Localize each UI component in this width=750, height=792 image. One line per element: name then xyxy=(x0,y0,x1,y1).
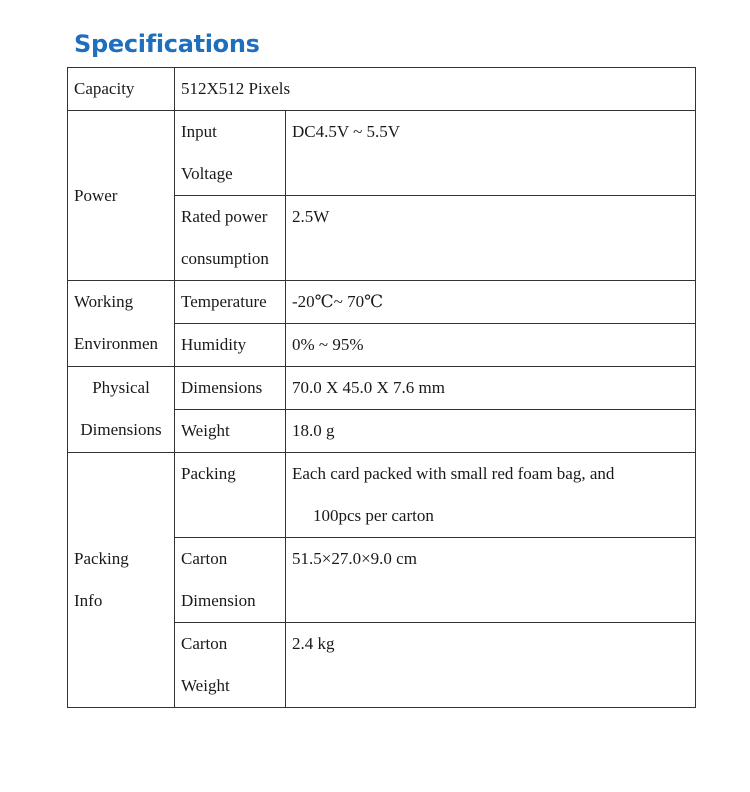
table-row-dimensions xyxy=(68,367,696,410)
table-row-input-voltage xyxy=(68,111,696,196)
carton-dimension-value-cell xyxy=(286,538,696,623)
physical-label-line1: Physical xyxy=(92,378,150,397)
page-title: Specifications xyxy=(74,30,260,58)
table-row-capacity xyxy=(68,68,696,111)
input-voltage-label-line1: Input xyxy=(181,122,217,141)
packing-info-label-cell xyxy=(68,453,175,708)
input-voltage-value-cell xyxy=(286,111,696,196)
carton-dimension-label-line1: Carton xyxy=(181,549,228,568)
humidity-value-cell xyxy=(286,324,696,367)
temperature-label-cell xyxy=(175,281,286,324)
rated-power-value-cell xyxy=(286,196,696,281)
packing-label-cell xyxy=(175,453,286,538)
capacity-value-cell xyxy=(175,68,696,111)
rated-power-label-line2: consumption xyxy=(181,249,269,268)
dimensions-label-cell xyxy=(175,367,286,410)
carton-dimension-label-cell xyxy=(175,538,286,623)
packing-value-cell xyxy=(286,453,696,538)
specifications-table xyxy=(67,67,696,708)
table-row-packing xyxy=(68,453,696,538)
temperature-value-cell xyxy=(286,281,696,324)
working-env-label-line2: Environmen xyxy=(74,334,159,353)
working-env-label-cell xyxy=(68,281,175,367)
humidity-label: Humidity xyxy=(181,335,247,354)
carton-weight-label-line2: Weight xyxy=(181,676,230,695)
power-label: Power xyxy=(74,185,118,205)
input-voltage-value: DC4.5V ~ 5.5V xyxy=(292,122,401,141)
temperature-label: Temperature xyxy=(181,292,267,311)
input-voltage-label-line2: Voltage xyxy=(181,164,233,183)
packing-value-line1: Each card packed with small red foam bag, and xyxy=(292,464,615,483)
carton-weight-value: 2.4 kg xyxy=(292,634,335,653)
weight-label: Weight xyxy=(181,421,230,440)
physical-label-line2: Dimensions xyxy=(80,420,162,439)
capacity-label-cell xyxy=(68,68,175,111)
packing-value-line2: 100pcs per carton xyxy=(313,506,434,525)
carton-weight-label-cell xyxy=(175,623,286,708)
humidity-value: 0% ~ 95% xyxy=(292,335,364,354)
carton-dimension-label-line2: Dimension xyxy=(181,591,256,610)
dimensions-label: Dimensions xyxy=(181,378,263,397)
power-label-cell xyxy=(68,111,175,281)
temperature-value: -20℃~ 70℃ xyxy=(292,292,384,311)
rated-power-label-cell xyxy=(175,196,286,281)
carton-weight-label-line1: Carton xyxy=(181,634,228,653)
rated-power-value: 2.5W xyxy=(292,207,330,226)
carton-weight-value-cell xyxy=(286,623,696,708)
table-row-temperature xyxy=(68,281,696,324)
working-env-label-line1: Working xyxy=(74,292,134,311)
weight-value: 18.0 g xyxy=(292,421,335,440)
rated-power-label-line1: Rated power xyxy=(181,207,268,226)
input-voltage-label-cell xyxy=(175,111,286,196)
carton-dimension-value: 51.5×27.0×9.0 cm xyxy=(292,549,417,568)
packing-info-label-line1: Packing xyxy=(74,549,129,568)
capacity-label: Capacity xyxy=(74,79,135,98)
dimensions-value-cell xyxy=(286,367,696,410)
dimensions-value: 70.0 X 45.0 X 7.6 mm xyxy=(292,378,445,397)
physical-label-cell xyxy=(68,367,175,453)
humidity-label-cell xyxy=(175,324,286,367)
packing-info-label-line2: Info xyxy=(74,591,103,610)
weight-label-cell xyxy=(175,410,286,453)
packing-label: Packing xyxy=(181,464,236,483)
weight-value-cell xyxy=(286,410,696,453)
capacity-value: 512X512 Pixels xyxy=(181,79,291,98)
